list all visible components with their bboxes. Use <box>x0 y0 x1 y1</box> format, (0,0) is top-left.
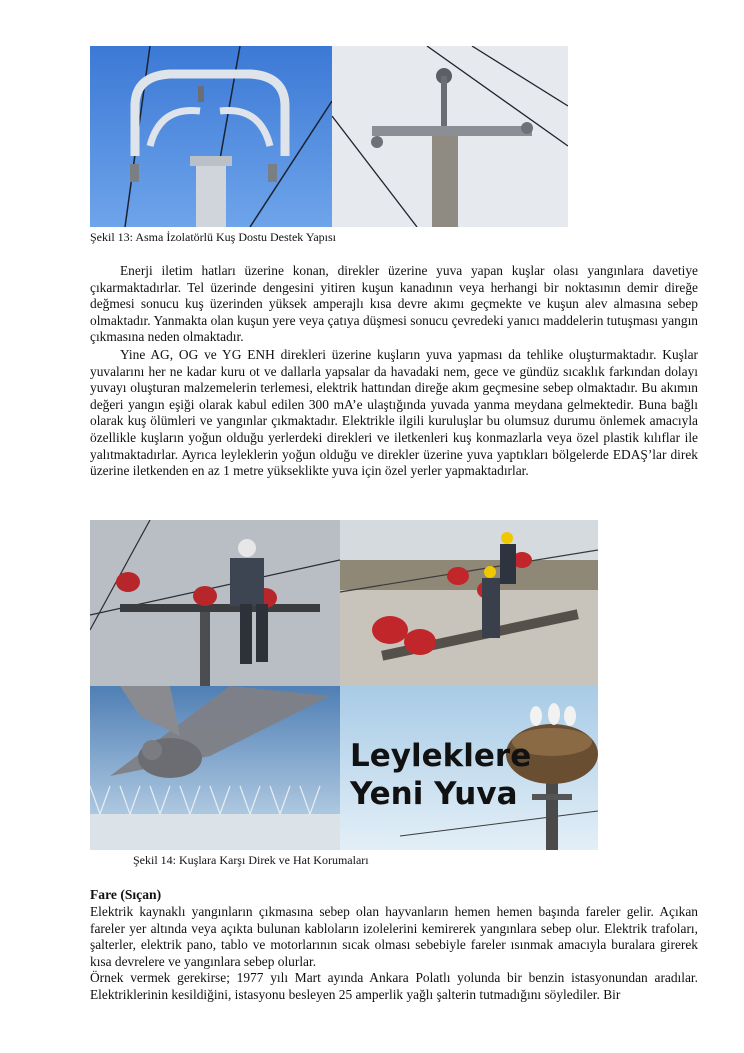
paragraph-bird-nests: Yine AG, OG ve YG ENH direkleri üzerine kuşların yuva yapması da tehlike oluşturmaktadır. Kuşlar yuvalarını her ne kadar kuru ot ve dallarla yapsalar da havadaki nem, gece ve gündüz sıcaklık farkından dolayı yuvayı oluşturan malzemelerin terlemesi, elektrik hattından direğe akım geçmesine sebep olmaktadır. Bu akımın değeri yangın eşiği olarak kabul edilen 300 mA’e ulaştığında yuvada yanma meydana gelmektedir. Buna bağlı olarak kuş ölümleri ve yangınlar çıkmaktadır. Elektrikle ilgili kuruluşlar bu olumsuz durumu önlemek amacıyla özellikle kuşların yoğun olduğu yerlerdeki direkleri ve iletkenleri kuş konmazlarla veya özel plastik kılıflar ile yalıtmaktadırlar. Ayrıca leyleklerin yoğun olduğu ve direkler üzerine yuva yaptıkları bölgelerde EDAŞ’lar direk üzerine iletkenden en az 1 metre yükseklikte yuva için özel yerler yapmaktadırlar. <box>90 347 698 479</box>
paragraph-example-1977: Örnek vermek gerekirse; 1977 yılı Mart ayında Ankara Polatlı yolunda bir benzin istasyonundan aradılar. Elektriklerinin kesildiğini, istasyonu besleyen 25 amperlik yağlı şalterin tutmadığını söylediler. Bir <box>90 970 698 1002</box>
figure13-photo-left <box>90 46 332 227</box>
figure14-photo-pigeon-spikes <box>90 686 340 850</box>
figure14-photo-worker-pole <box>90 520 340 686</box>
figure13-photo-right <box>332 46 568 227</box>
section-heading-fare: Fare (Sıçan) <box>90 887 162 902</box>
paragraph-bird-fires: Enerji iletim hatları üzerine konan, direkler üzerine yuva yapan kuşlar olası yangınlara davetiye çıkarmaktadırlar. Tel üzerinde dengesini yitiren kuşun kanadının veya herhangi bir noktasının demir direğe değmesi sonucu kuş üzerinden yüksek amperajlı kısa devre akımı geçmekte ve kuşun alev almasına sebep olmaktadır. Yanmakta olan kuşun yere veya çatıya düşmesi sonucu çevredeki yanıcı maddelerin tutuşması yangın çıkmasına neden olmaktadır. <box>90 263 698 345</box>
paragraph-mice-fires: Elektrik kaynaklı yangınların çıkmasına sebep olan hayvanların hemen hemen başında fareler gelir. Açıkan fareler yer altında veya açıkta bulunan kabloların izolelerini kemirerek yangınlara sebep olur. Elektrik trafoları, şalterler, elektrik pano, tablo ve motorlarının sıcak olması sebebiyle fareler ısınmak amacıyla buralara girerek kısa devrelere ve yangınlara sebep olurlar. <box>90 904 698 969</box>
figure14-overlay-line1: Leyleklere <box>350 738 532 774</box>
figure14-photo-stork-nest <box>340 686 598 850</box>
figure13-caption: Şekil 13: Asma İzolatörlü Kuş Dostu Destek Yapısı <box>90 230 336 244</box>
figure14-overlay-line2: Yeni Yuva <box>350 776 518 812</box>
figure14-caption: Şekil 14: Kuşlara Karşı Direk ve Hat Korumaları <box>133 853 369 867</box>
figure14-photo-workers-insulators <box>340 520 598 686</box>
